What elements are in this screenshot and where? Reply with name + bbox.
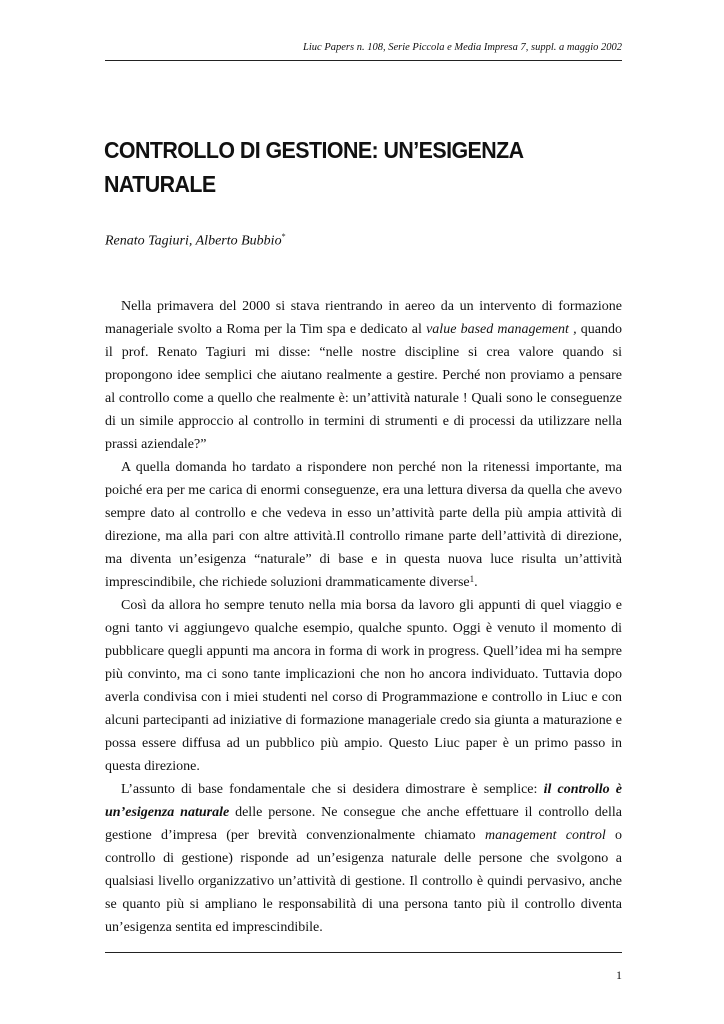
p1-text-a: Nella primavera del 2000 si stava rientrando in aereo da un intervento di formazione manageriale svolto a Roma per la Tim spa e dedicato al [105, 299, 622, 337]
paragraph-2 [105, 456, 622, 594]
body-text [105, 295, 622, 939]
footnote-ref-1[interactable]: 1 [469, 574, 475, 584]
paragraph-3: Così da allora ho sempre tenuto nella mia borsa da lavoro gli appunti di quel viaggio e ogni tanto vi aggiungevo qualche esempio, qualche spunto. Oggi è venuto il momento di pubblicare quegli appunti ma ancora in forma di work in progress. Quell’idea mi ha sempre più convinto, ma ci sono tante implicazioni che non ho ancora individuato. Tuttavia dopo averla condivisa con i miei studenti nel corso di Programmazione e controllo in Liuc e con alcuni partecipanti ad iniziative di formazione manageriale credo sia giunta a maturazione e possa essere diffusa ad un pubblico più ampio. Questo Liuc paper è un primo passo in questa direzione. [105, 598, 622, 774]
p1-text-c: quando il prof. Renato Tagiuri mi disse: “nelle nostre discipline si crea valore quando si propongono idee semplici che aiutano realmente a gestire. Perché non proviamo a pensare al controllo come a quello che realmente è: un’attività naturale ! Quali sono le conseguenze di un simile approccio al controllo in termini di strumenti e di processi da utilizzare nella prassi aziendale?” [105, 322, 623, 452]
p2-text-a: A quella domanda ho tardato a rispondere non perché non la ritenessi importante, ma poiché era per me carica di enormi conseguenze, era una lettura diversa da quella che avevo sempre dato al controllo e che vedeva in esso un’attività parte della più ampia attività di direzione, ma alla pari con altre attività.Il controllo rimane parte dell’attività di direzione, ma diventa un’esigenza “naturale” di base e in questa nuova luce risulta un’attività imprescindibile, che richiede soluzioni drammaticamente diverse [105, 460, 622, 590]
header-rule [105, 60, 622, 61]
paragraph-1 [105, 295, 622, 456]
p4-text-e: o controllo di gestione) risponde ad un’esigenza naturale delle persone che svolgono a qualsiasi livello organizzativo un’attività di gestione. Il controllo è quindi pervasivo, anche se quanto più si ampliano le responsabilità di una persona tanto più il controllo diventa un’esigenza sentita ed imprescindibile. [105, 828, 623, 935]
paper-title: CONTROLLO DI GESTIONE: UN’ESIGENZA NATURALE [104, 137, 523, 197]
paragraph-4 [105, 778, 622, 939]
p4-text-c: delle persone. Ne consegue che anche effettuare il controllo della gestione d’impresa (per brevità convenzionalmente chiamato [105, 805, 622, 843]
p4-emphasis: management control [484, 828, 606, 843]
page-number: 1 [616, 968, 622, 982]
p2-text-b: . [474, 575, 478, 590]
p4-text-a: L’assunto di base fondamentale che si desidera dimostrare è semplice: [121, 782, 544, 797]
p4-key-statement: il controllo è un’esigenza naturale [105, 782, 622, 820]
author-names: Renato Tagiuri, Alberto Bubbio [105, 233, 282, 249]
running-header: Liuc Papers n. 108, Serie Piccola e Media Impresa 7, suppl. a maggio 2002 [303, 42, 622, 53]
p1-emphasis: value based management , [426, 322, 577, 337]
footer-rule [105, 952, 622, 953]
author-footnote-mark: * [281, 232, 286, 241]
authors-line [105, 232, 286, 250]
